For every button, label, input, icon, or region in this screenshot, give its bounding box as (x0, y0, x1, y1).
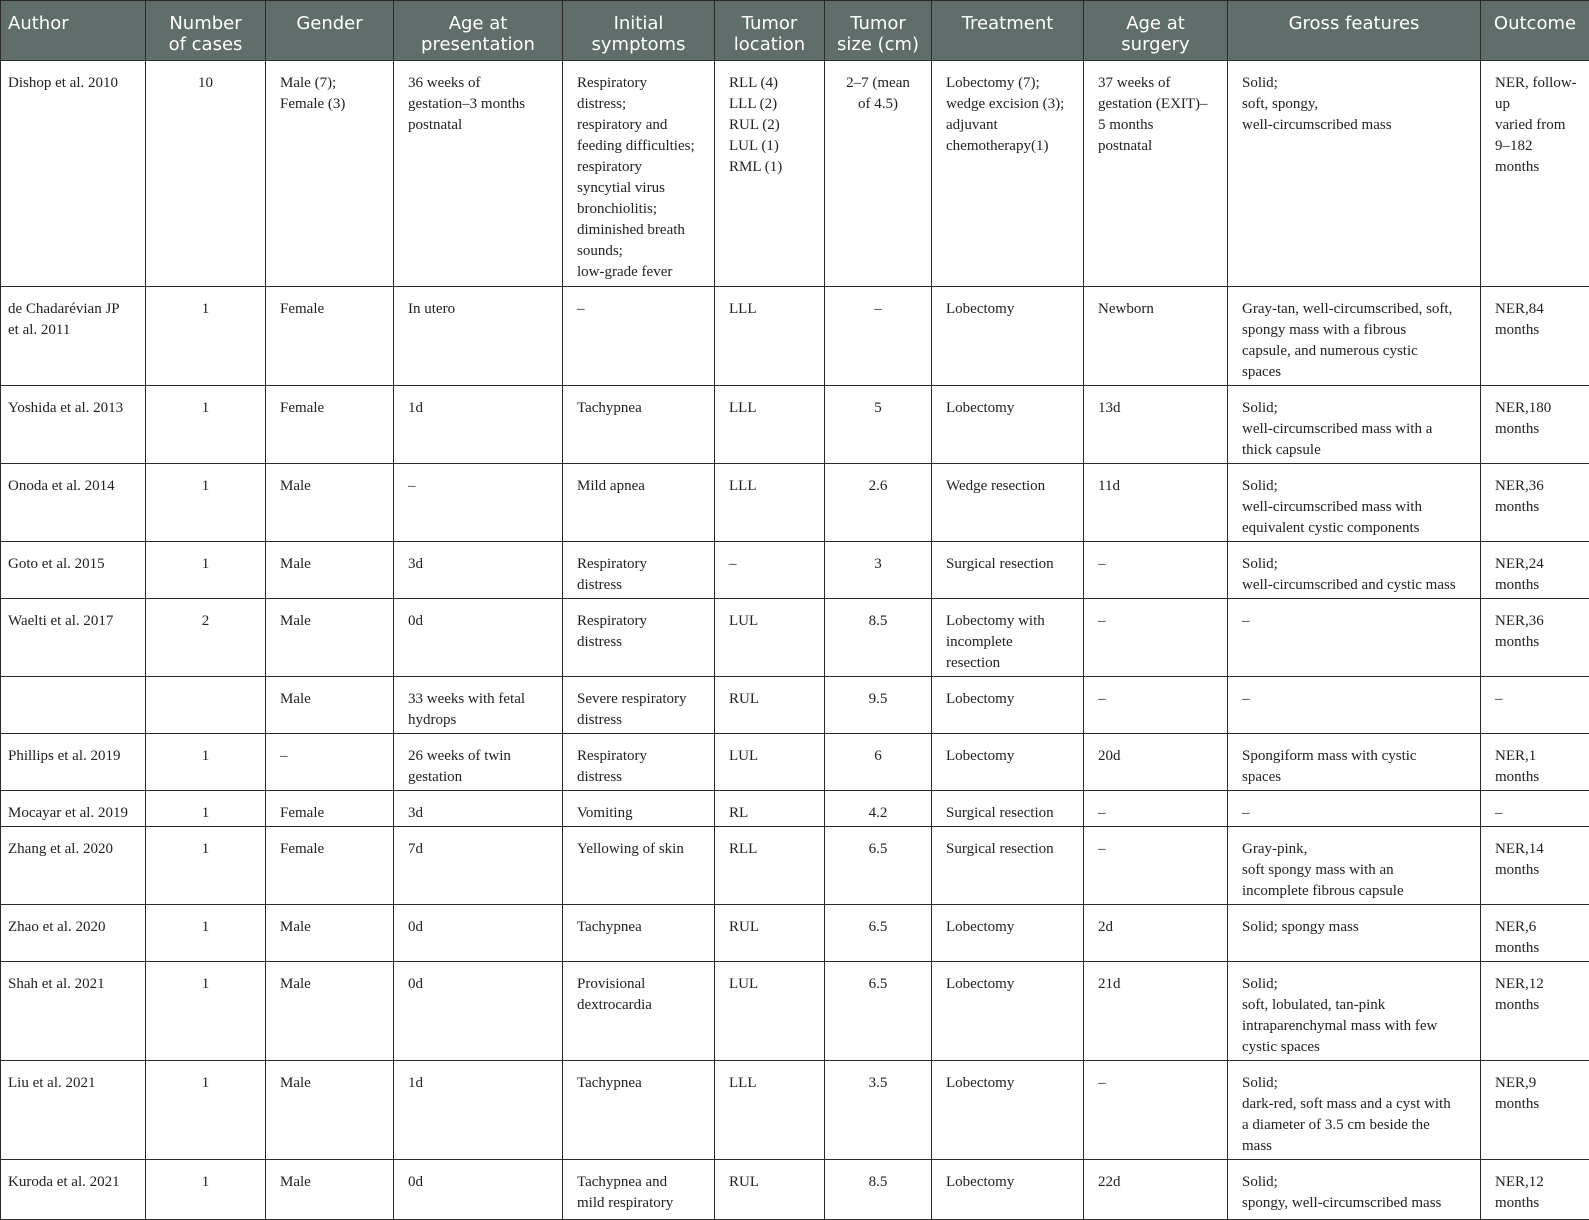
table-row (1, 542, 1589, 599)
cell-location: LLL (715, 386, 825, 464)
cell-gender: Male (266, 962, 394, 1061)
cell-age-presentation: 1d (394, 1061, 563, 1160)
cell-age-surgery: 2d (1084, 905, 1228, 962)
cell-symptoms: Yellowing of skin (563, 827, 715, 905)
cell-gender: Male (266, 542, 394, 599)
cell-treatment: Lobectomy (932, 905, 1084, 962)
cell-age-presentation: – (394, 464, 563, 542)
cell-age-surgery: – (1084, 599, 1228, 677)
cell-gross-features: Solid; soft, lobulated, tan-pink intraparenchymal mass with few cystic spaces (1228, 962, 1481, 1061)
cell-symptoms: Respiratory distress (563, 599, 715, 677)
header-gender: Gender (266, 1, 394, 61)
cell-treatment: Lobectomy (932, 962, 1084, 1061)
cell-size: 2.6 (825, 464, 932, 542)
table-row (1, 464, 1589, 542)
cell-size: 6.5 (825, 905, 932, 962)
cell-gender: Female (266, 386, 394, 464)
cell-outcome: NER, follow- up varied from 9–182 months (1481, 61, 1589, 287)
cell-age-presentation: 1d (394, 386, 563, 464)
cell-gross-features: Spongiform mass with cystic spaces (1228, 734, 1481, 791)
cell-cases: 1 (146, 962, 266, 1061)
cell-age-surgery: Newborn (1084, 287, 1228, 386)
cell-gender: Female (266, 791, 394, 827)
cell-age-presentation: In utero (394, 287, 563, 386)
cell-cases: 1 (146, 734, 266, 791)
table-row (1, 287, 1589, 386)
cell-cases: 1 (146, 1160, 266, 1220)
table-row (1, 905, 1589, 962)
table-row (1, 1160, 1589, 1220)
cell-location: RLL (4) LLL (2) RUL (2) LUL (1) RML (1) (715, 61, 825, 287)
cell-treatment: Surgical resection (932, 791, 1084, 827)
cell-size: 9.5 (825, 677, 932, 734)
cell-cases: 2 (146, 599, 266, 677)
cell-outcome: NER,12 months (1481, 1160, 1589, 1220)
cell-author: Waelti et al. 2017 (1, 599, 146, 677)
cell-symptoms: Vomiting (563, 791, 715, 827)
cell-author: Kuroda et al. 2021 (1, 1160, 146, 1220)
cell-treatment: Lobectomy (932, 287, 1084, 386)
cell-age-presentation: 3d (394, 791, 563, 827)
cell-author: Yoshida et al. 2013 (1, 386, 146, 464)
cell-size: 6.5 (825, 962, 932, 1061)
cell-author: Onoda et al. 2014 (1, 464, 146, 542)
cell-outcome: NER,84 months (1481, 287, 1589, 386)
cell-gross-features: Solid; well-circumscribed mass with a thick capsule (1228, 386, 1481, 464)
cell-outcome: NER,12 months (1481, 962, 1589, 1061)
cell-gross-features: Solid; well-circumscribed and cystic mass (1228, 542, 1481, 599)
cell-location: RUL (715, 905, 825, 962)
cell-outcome: NER,36 months (1481, 464, 1589, 542)
cell-symptoms: Tachypnea (563, 905, 715, 962)
cell-age-surgery: – (1084, 791, 1228, 827)
cell-symptoms: Severe respiratory distress (563, 677, 715, 734)
cell-age-presentation: 0d (394, 962, 563, 1061)
cell-outcome: NER,9 months (1481, 1061, 1589, 1160)
cell-age-presentation: 36 weeks of gestation–3 months postnatal (394, 61, 563, 287)
cell-cases (146, 677, 266, 734)
cell-treatment: Lobectomy (932, 1160, 1084, 1220)
table-row (1, 962, 1589, 1061)
cell-treatment: Lobectomy (932, 1061, 1084, 1160)
cell-age-surgery: – (1084, 1061, 1228, 1160)
cell-age-surgery: 21d (1084, 962, 1228, 1061)
cell-symptoms: Tachypnea and mild respiratory (563, 1160, 715, 1220)
cell-author: Liu et al. 2021 (1, 1061, 146, 1160)
cell-location: LLL (715, 1061, 825, 1160)
cell-outcome: NER,14 months (1481, 827, 1589, 905)
cell-location: RUL (715, 677, 825, 734)
cell-treatment: Lobectomy (932, 677, 1084, 734)
cell-gender: Male (7); Female (3) (266, 61, 394, 287)
cell-gender: Male (266, 677, 394, 734)
cell-treatment: Lobectomy (7); wedge excision (3); adjuvant chemotherapy(1) (932, 61, 1084, 287)
cell-symptoms: Respiratory distress (563, 734, 715, 791)
cell-symptoms: – (563, 287, 715, 386)
cell-age-surgery: 11d (1084, 464, 1228, 542)
cell-symptoms: Respiratory distress; respiratory and feeding difficulties; respiratory syncytial virus bronchiolitis; diminished breath sounds; low-grade fever (563, 61, 715, 287)
cell-size: 5 (825, 386, 932, 464)
header-treatment: Treatment (932, 1, 1084, 61)
cell-outcome: NER,1 months (1481, 734, 1589, 791)
cell-gender: Male (266, 1061, 394, 1160)
cell-author: Zhang et al. 2020 (1, 827, 146, 905)
cell-age-presentation: 26 weeks of twin gestation (394, 734, 563, 791)
cell-treatment: Lobectomy with incomplete resection (932, 599, 1084, 677)
cell-age-surgery: 37 weeks of gestation (EXIT)– 5 months postnatal (1084, 61, 1228, 287)
cell-location: LLL (715, 287, 825, 386)
table-row (1, 827, 1589, 905)
header-tumor-location: Tumor location (715, 1, 825, 61)
cell-gross-features: Gray-pink, soft spongy mass with an incomplete fibrous capsule (1228, 827, 1481, 905)
cell-age-surgery: – (1084, 677, 1228, 734)
cell-author: Zhao et al. 2020 (1, 905, 146, 962)
cell-gross-features: Solid; soft, spongy, well-circumscribed mass (1228, 61, 1481, 287)
cell-outcome: NER,36 months (1481, 599, 1589, 677)
cell-outcome: NER,24 months (1481, 542, 1589, 599)
cell-size: 2–7 (mean of 4.5) (825, 61, 932, 287)
cell-outcome: – (1481, 677, 1589, 734)
cell-treatment: Surgical resection (932, 542, 1084, 599)
cell-symptoms: Tachypnea (563, 1061, 715, 1160)
cell-symptoms: Respiratory distress (563, 542, 715, 599)
cell-age-presentation: 33 weeks with fetal hydrops (394, 677, 563, 734)
table-row (1, 599, 1589, 677)
table-row (1, 61, 1589, 287)
cell-size: 8.5 (825, 1160, 932, 1220)
cell-author: Dishop et al. 2010 (1, 61, 146, 287)
cell-cases: 1 (146, 542, 266, 599)
cell-location: RL (715, 791, 825, 827)
cell-location: RUL (715, 1160, 825, 1220)
header-age-at-surgery: Age at surgery (1084, 1, 1228, 61)
cell-size: 8.5 (825, 599, 932, 677)
cell-cases: 1 (146, 905, 266, 962)
cell-author: Shah et al. 2021 (1, 962, 146, 1061)
cell-author: de Chadarévian JP et al. 2011 (1, 287, 146, 386)
cell-gender: – (266, 734, 394, 791)
table-row (1, 677, 1589, 734)
cell-symptoms: Mild apnea (563, 464, 715, 542)
table-row (1, 386, 1589, 464)
cell-gross-features: – (1228, 599, 1481, 677)
cell-gross-features: Solid; spongy, well-circumscribed mass (1228, 1160, 1481, 1220)
table-row (1, 791, 1589, 827)
cell-gross-features: Solid; spongy mass (1228, 905, 1481, 962)
cell-location: LUL (715, 734, 825, 791)
cell-gross-features: – (1228, 677, 1481, 734)
cell-outcome: NER,6 months (1481, 905, 1589, 962)
cell-age-presentation: 3d (394, 542, 563, 599)
cell-location: LUL (715, 962, 825, 1061)
cell-cases: 10 (146, 61, 266, 287)
header-tumor-size: Tumor size (cm) (825, 1, 932, 61)
cell-age-surgery: 22d (1084, 1160, 1228, 1220)
table-row (1, 1061, 1589, 1160)
header-initial-symptoms: Initial symptoms (563, 1, 715, 61)
header-author: Author (1, 1, 146, 61)
cell-gender: Male (266, 905, 394, 962)
cell-age-surgery: 13d (1084, 386, 1228, 464)
cell-gender: Female (266, 827, 394, 905)
cell-symptoms: Tachypnea (563, 386, 715, 464)
cell-treatment: Lobectomy (932, 734, 1084, 791)
header-gross-features: Gross features (1228, 1, 1481, 61)
cell-gross-features: – (1228, 791, 1481, 827)
cell-age-presentation: 0d (394, 905, 563, 962)
cell-gross-features: Solid; well-circumscribed mass with equivalent cystic components (1228, 464, 1481, 542)
cell-cases: 1 (146, 1061, 266, 1160)
cell-age-presentation: 0d (394, 1160, 563, 1220)
cell-gender: Female (266, 287, 394, 386)
cell-cases: 1 (146, 791, 266, 827)
header-age-at-presentation: Age at presentation (394, 1, 563, 61)
cell-size: 3 (825, 542, 932, 599)
cell-age-presentation: 7d (394, 827, 563, 905)
cell-cases: 1 (146, 386, 266, 464)
cell-outcome: – (1481, 791, 1589, 827)
cell-gross-features: Solid; dark-red, soft mass and a cyst with a diameter of 3.5 cm beside the mass (1228, 1061, 1481, 1160)
cell-author: Phillips et al. 2019 (1, 734, 146, 791)
cell-size: 6.5 (825, 827, 932, 905)
cell-location: LUL (715, 599, 825, 677)
cell-size: 3.5 (825, 1061, 932, 1160)
cell-size: – (825, 287, 932, 386)
cell-size: 4.2 (825, 791, 932, 827)
header-outcome: Outcome (1481, 1, 1589, 61)
cell-location: RLL (715, 827, 825, 905)
cell-age-surgery: – (1084, 542, 1228, 599)
cell-gross-features: Gray-tan, well-circumscribed, soft, spongy mass with a fibrous capsule, and numerous cystic spaces (1228, 287, 1481, 386)
cell-author (1, 677, 146, 734)
cell-size: 6 (825, 734, 932, 791)
cell-cases: 1 (146, 287, 266, 386)
cell-author: Mocayar et al. 2019 (1, 791, 146, 827)
cell-treatment: Surgical resection (932, 827, 1084, 905)
cell-cases: 1 (146, 464, 266, 542)
cell-treatment: Lobectomy (932, 386, 1084, 464)
cell-gender: Male (266, 464, 394, 542)
table-row (1, 734, 1589, 791)
cell-treatment: Wedge resection (932, 464, 1084, 542)
cell-location: – (715, 542, 825, 599)
cell-cases: 1 (146, 827, 266, 905)
cell-age-surgery: – (1084, 827, 1228, 905)
cell-age-surgery: 20d (1084, 734, 1228, 791)
cell-age-presentation: 0d (394, 599, 563, 677)
header-row (1, 1, 1589, 61)
cell-symptoms: Provisional dextrocardia (563, 962, 715, 1061)
header-number-of-cases: Number of cases (146, 1, 266, 61)
cell-gender: Male (266, 1160, 394, 1220)
table-body (1, 61, 1589, 1220)
cell-outcome: NER,180 months (1481, 386, 1589, 464)
cell-author: Goto et al. 2015 (1, 542, 146, 599)
cell-location: LLL (715, 464, 825, 542)
cell-gender: Male (266, 599, 394, 677)
